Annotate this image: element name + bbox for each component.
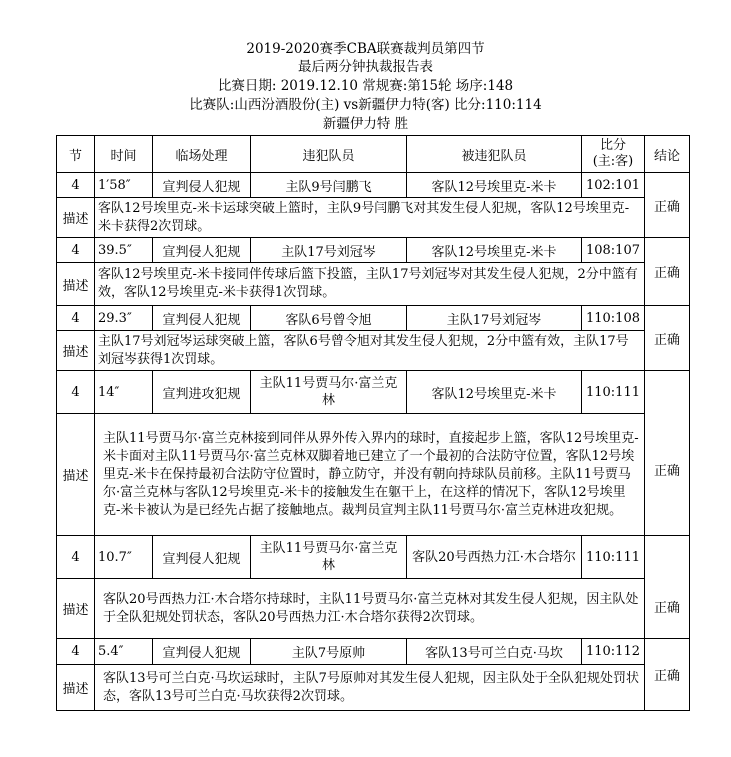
description-row bbox=[57, 263, 690, 306]
cell-offender: 客队6号曾令旭 bbox=[251, 306, 407, 331]
cell-decision: 宣判进攻犯规 bbox=[153, 371, 251, 414]
cell-offender: 主队11号贾马尔·富兰克林 bbox=[251, 536, 407, 579]
cell-desc-label: 描述 bbox=[57, 414, 95, 536]
cell-description: 主队11号贾马尔·富兰克林接到同伴从界外传入界内的球时，直接起步上篮，客队12号埃里克-米卡面对主队11号贾马尔·富兰克林双脚着地已建立了一个最初的合法防守位置，客队12号埃里克-米卡在保持最初合法防守位置时，静立防守，并没有朝向持球队员前移。主队11号贾马尔·富兰克林与客队12号埃里克-米卡的接触发生在躯干上，在这样的情况下，客队12号埃里克-米卡被认为是已经先占据了接触地点。裁判员宣判主队11号贾马尔·富兰克林进攻犯规。 bbox=[95, 414, 645, 536]
description-row bbox=[57, 579, 690, 639]
cell-description: 主队17号刘冠岑运球突破上篮，客队6号曾令旭对其发生侵人犯规，2分中篮有效，主队17号刘冠岑获得1次罚球。 bbox=[95, 331, 645, 371]
cell-time: 29.3″ bbox=[95, 306, 153, 331]
table-header-row bbox=[57, 136, 690, 173]
match-result: 新疆伊力特 胜 bbox=[322, 116, 409, 132]
cell-time: 5.4″ bbox=[95, 639, 153, 665]
cell-time: 39.5″ bbox=[95, 238, 153, 263]
cell-victim: 客队12号埃里克-米卡 bbox=[407, 238, 582, 263]
header-offender: 违犯队员 bbox=[251, 136, 407, 173]
header-score: 比分 (主:客) bbox=[582, 136, 645, 173]
cell-description: 客队13号可兰白克·马坎运球时，主队7号原帅对其发生侵人犯规，因主队处于全队犯规处罚状态，客队13号可兰白克·马坎获得2次罚球。 bbox=[95, 665, 645, 711]
match-info-teams: 比赛队:山西汾酒股份(主) vs新疆伊力特(客) 比分:110:114 bbox=[189, 97, 542, 113]
cell-conclusion: 正确 bbox=[645, 238, 690, 306]
cell-offender: 主队11号贾马尔·富兰克林 bbox=[251, 371, 407, 414]
cell-desc-label: 描述 bbox=[57, 263, 95, 306]
header-time: 时间 bbox=[95, 136, 153, 173]
table-row bbox=[57, 306, 690, 331]
cell-time: 10.7″ bbox=[95, 536, 153, 579]
cell-score: 102:101 bbox=[582, 173, 645, 198]
cell-conclusion: 正确 bbox=[645, 173, 690, 238]
cell-decision: 宣判侵人犯规 bbox=[153, 238, 251, 263]
cell-victim: 主队17号刘冠岑 bbox=[407, 306, 582, 331]
report-title-line2: 最后两分钟执裁报告表 bbox=[298, 59, 433, 75]
table-row bbox=[57, 238, 690, 263]
cell-decision: 宣判侵人犯规 bbox=[153, 306, 251, 331]
table-row bbox=[57, 173, 690, 198]
header-conclusion: 结论 bbox=[645, 136, 690, 173]
table-row bbox=[57, 639, 690, 665]
cell-score: 110:112 bbox=[582, 639, 645, 665]
cell-time: 1′58″ bbox=[95, 173, 153, 198]
header-period: 节 bbox=[57, 136, 95, 173]
description-row bbox=[57, 331, 690, 371]
table-row bbox=[57, 536, 690, 579]
table-row bbox=[57, 371, 690, 414]
cell-decision: 宣判侵人犯规 bbox=[153, 536, 251, 579]
cell-desc-label: 描述 bbox=[57, 331, 95, 371]
cell-desc-label: 描述 bbox=[57, 198, 95, 238]
cell-score: 110:111 bbox=[582, 536, 645, 579]
report-table bbox=[56, 135, 690, 711]
cell-period: 4 bbox=[57, 306, 95, 331]
cell-decision: 宣判侵人犯规 bbox=[153, 173, 251, 198]
cell-period: 4 bbox=[57, 536, 95, 579]
cell-period: 4 bbox=[57, 173, 95, 198]
description-row bbox=[57, 198, 690, 238]
cell-time: 14″ bbox=[95, 371, 153, 414]
cell-conclusion: 正确 bbox=[645, 306, 690, 371]
cell-decision: 宣判侵人犯规 bbox=[153, 639, 251, 665]
cell-offender: 主队7号原帅 bbox=[251, 639, 407, 665]
cell-conclusion: 正确 bbox=[645, 639, 690, 711]
cell-conclusion: 正确 bbox=[645, 536, 690, 639]
description-row bbox=[57, 414, 690, 536]
cell-victim: 客队20号西热力江·木合塔尔 bbox=[407, 536, 582, 579]
cell-conclusion: 正确 bbox=[645, 371, 690, 536]
cell-offender: 主队17号刘冠岑 bbox=[251, 238, 407, 263]
cell-desc-label: 描述 bbox=[57, 665, 95, 711]
header-decision: 临场处理 bbox=[153, 136, 251, 173]
cell-period: 4 bbox=[57, 238, 95, 263]
description-row bbox=[57, 665, 690, 711]
cell-description: 客队20号西热力江·木合塔尔持球时，主队11号贾马尔·富兰克林对其发生侵人犯规，因主队处于全队犯规处罚状态，客队20号西热力江·木合塔尔获得2次罚球。 bbox=[95, 579, 645, 639]
cell-description: 客队12号埃里克-米卡运球突破上篮时，主队9号闫鹏飞对其发生侵人犯规，客队12号埃里克-米卡获得2次罚球。 bbox=[95, 198, 645, 238]
match-info-date: 比赛日期: 2019.12.10 常规赛:第15轮 场序:148 bbox=[217, 78, 514, 94]
cell-period: 4 bbox=[57, 639, 95, 665]
header-victim: 被违犯队员 bbox=[407, 136, 582, 173]
cell-score: 110:108 bbox=[582, 306, 645, 331]
cell-victim: 客队13号可兰白克·马坎 bbox=[407, 639, 582, 665]
cell-victim: 客队12号埃里克-米卡 bbox=[407, 173, 582, 198]
cell-victim: 客队12号埃里克-米卡 bbox=[407, 371, 582, 414]
cell-score: 108:107 bbox=[582, 238, 645, 263]
report-title-line1: 2019-2020赛季CBA联赛裁判员第四节 bbox=[246, 41, 485, 57]
cell-score: 110:111 bbox=[582, 371, 645, 414]
cell-description: 客队12号埃里克-米卡接同伴传球后篮下投篮，主队17号刘冠岑对其发生侵人犯规，2分中篮有效，客队12号埃里克-米卡获得1次罚球。 bbox=[95, 263, 645, 306]
cell-offender: 主队9号闫鹏飞 bbox=[251, 173, 407, 198]
cell-desc-label: 描述 bbox=[57, 579, 95, 639]
cell-period: 4 bbox=[57, 371, 95, 414]
